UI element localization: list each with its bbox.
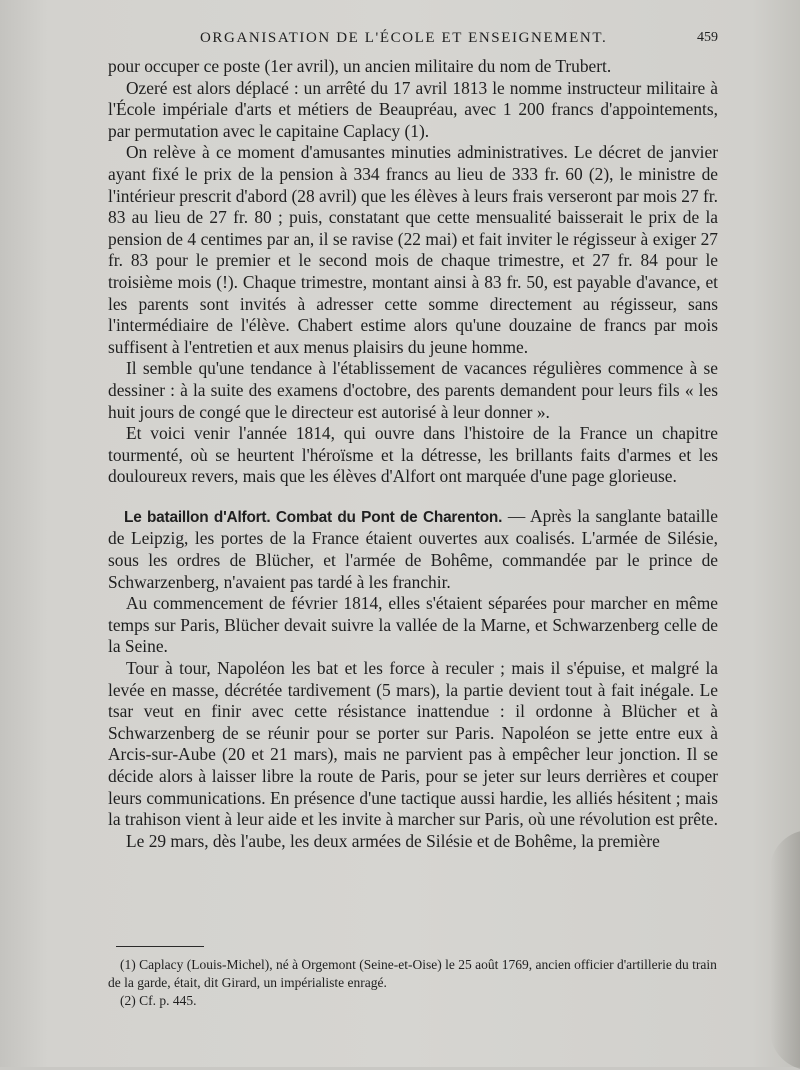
- page-header: [108, 30, 718, 52]
- paragraph: On relève à ce moment d'amusantes minuties administratives. Le décret de janvier ayant fixé le prix de la pension à 334 francs au lieu de 333 fr. 60 (2), le ministre de l'intérieur prescrit d'abord (28 avril) que les élèves à leurs frais verseront par mois 27 fr. 83 au lieu de 27 fr. 80 ; puis, constatant que cette mensualité baisserait le prix de la pension de 4 centimes par an, il se ravise (22 mai) et fait inviter le régisseur à exiger 27 fr. 83 pour le premier et le second mois de chaque trimestre, et 27 fr. 84 pour le troisième mois (!). Chaque trimestre, montant ainsi à 83 fr. 50, est payable d'avance, et les parents sont invités à adresser cette somme directement au régisseur, sans l'intermédiaire de l'élève. Chabert estime alors qu'une douzaine de francs par mois suffisent à l'entretien et aux menus plaisirs du jeune homme.: [108, 142, 718, 357]
- page-number: 459: [697, 30, 718, 45]
- paragraph: Ozeré est alors déplacé : un arrêté du 17 avril 1813 le nomme instructeur militaire à l'École impériale d'arts et métiers de Beaupréau, avec 1 200 francs d'appointements, par permutation avec le capitaine Caplacy (1).: [108, 77, 718, 141]
- paragraph: Il semble qu'une tendance à l'établissement de vacances régulières commence à se dessiner : à la suite des examens d'octobre, des parents demandent pour leurs fils « les huit jours de congé que le directeur est autorisé à leur donner ».: [108, 358, 718, 422]
- section-text: — Après la sanglante bataille de Leipzig, les portes de la France étaient ouvertes aux coalisés. L'armée de Silésie, sous les ordres de Blücher, et l'armée de Bohême, commandée par le prince de Schwarzenberg, n'avaient pas tardé à les franchir.: [108, 505, 719, 592]
- section-title: Le bataillon d'Alfort. Combat du Pont de Charenton.: [124, 508, 503, 526]
- paragraph: Au commencement de février 1814, elles s'étaient séparées pour marcher en même temps sur Paris, Blücher devait suivre la vallée de la Marne, et Schwarzenberg celle de la Seine.: [108, 593, 718, 657]
- body-text: [108, 56, 718, 852]
- footnote-rule: [116, 946, 204, 947]
- section-paragraph: [108, 506, 718, 593]
- paragraph: Le 29 mars, dès l'aube, les deux armées de Silésie et de Bohême, la première: [126, 830, 660, 851]
- hand-shadow: [770, 830, 800, 1070]
- footnote: (2) Cf. p. 445.: [120, 993, 197, 1008]
- paragraph: pour occuper ce poste (1er avril), un ancien militaire du nom de Trubert.: [108, 56, 612, 76]
- footnotes: [108, 956, 718, 1010]
- paragraph: Et voici venir l'année 1814, qui ouvre dans l'histoire de la France un chapitre tourmenté, où se heurtent l'héroïsme et la détresse, les brillants faits d'armes et les douloureux revers, mais que les élèves d'Alfort ont marquée d'une page glorieuse.: [108, 423, 718, 487]
- footnote: (1) Caplacy (Louis-Michel), né à Orgemont (Seine-et-Oise) le 25 août 1769, ancien officier d'artillerie du train de la garde, était, dit Girard, un impérialiste enragé.: [108, 957, 717, 990]
- paragraph: Tour à tour, Napoléon les bat et les force à reculer ; mais il s'épuise, et malgré la levée en masse, décrétée tardivement (5 mars), la partie devient tout à fait inégale. Le tsar veut en finir avec cette résistance inattendue : il ordonne à Blücher et à Schwarzenberg de se réunir pour se porter sur Paris. Napoléon se jette entre eux à Arcis-sur-Aube (20 et 21 mars), mais ne parvient pas à empêcher leur jonction. Il se décide alors à laisser libre la route de Paris, pour se jeter sur leurs derrières et couper leurs communications. En présence d'une tactique aussi hardie, les alliés hésitent ; mais la trahison vient à leur aide et les invite à marcher sur Paris, où une révolution est prête.: [108, 658, 718, 830]
- running-head: ORGANISATION DE L'ÉCOLE ET ENSEIGNEMENT.: [200, 30, 608, 46]
